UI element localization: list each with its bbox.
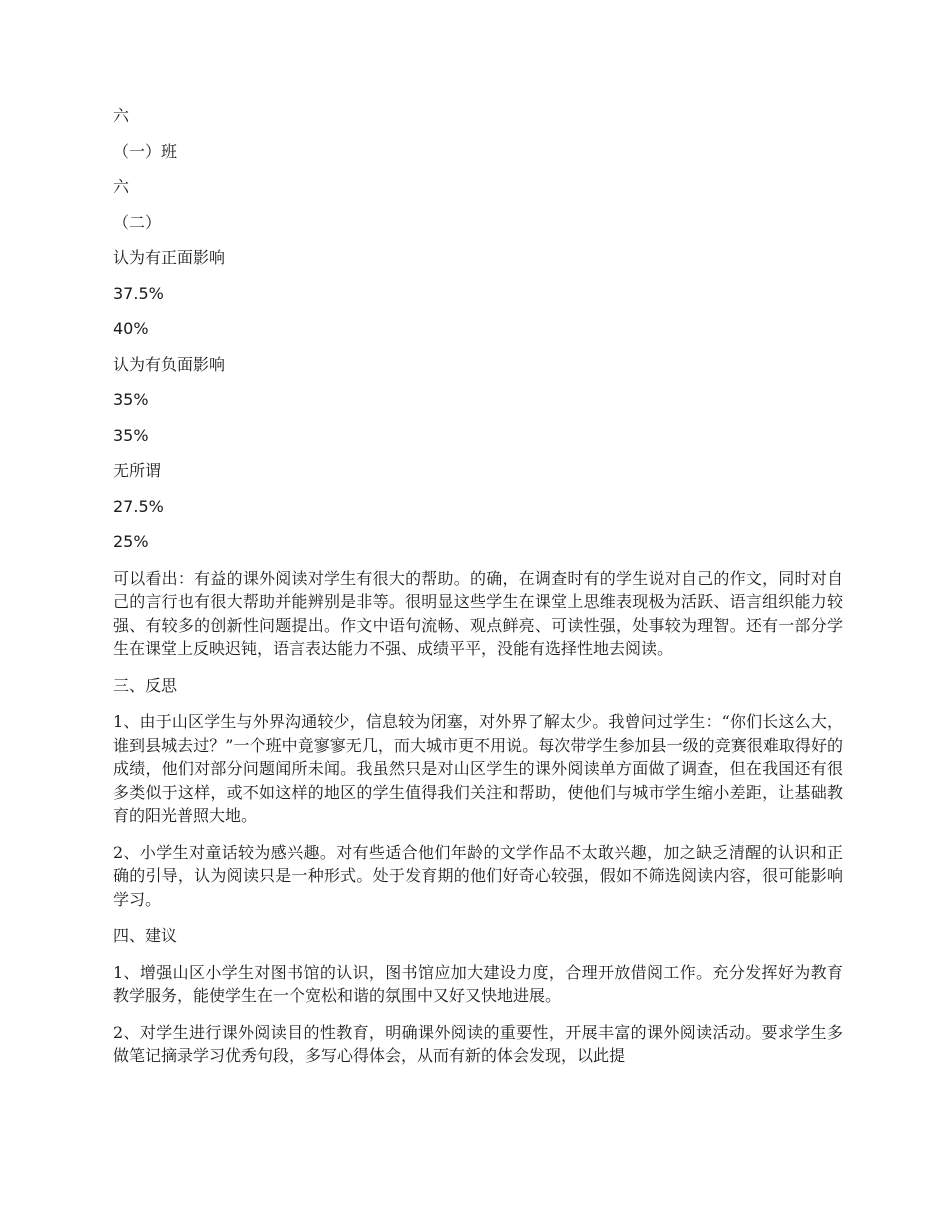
table-cell-negative-class-one: 35%: [113, 390, 149, 409]
table-cell-indifferent-class-one: 27.5%: [113, 496, 164, 516]
table-cell-grade-six: 六: [113, 106, 130, 125]
section-heading-suggestions: 四、建议: [113, 926, 178, 945]
table-cell-indifferent-class-two: 25%: [113, 532, 149, 551]
paragraph-reflection-1: 1、由于山区学生与外界沟通较少，信息较为闭塞，对外界了解太少。我曾问过学生：“你们长这么大，谁到县城去过？”一个班中竟寥寥无几，而大城市更不用说。每次带学生参加县一级的竞赛很难取得好的成绩，他们对部分问题闻所未闻。我虽然只是对山区学生的课外阅读单方面做了调查，但在我国还有很多类似于这样，或不如这样的地区的学生值得我们关注和帮助，使他们与城市学生缩小差距，让基础教育的阳光普照大地。: [113, 712, 843, 825]
table-cell-grade-six-2: 六: [113, 177, 130, 196]
table-cell-positive-class-two: 40%: [113, 319, 149, 338]
section-heading-reflection: 三、反思: [113, 675, 178, 695]
table-cell-negative-class-two: 35%: [113, 425, 149, 445]
document-page: [113, 105, 843, 1068]
paragraph-reflection-2: 2、小学生对童话较为感兴趣。对有些适合他们年龄的文学作品不太敢兴趣，加之缺乏清醒的认识和正确的引导，认为阅读只是一种形式。处于发育期的他们好奇心较强，假如不筛选阅读内容，很可能影响学习。: [113, 842, 843, 909]
table-cell-class-two: （二）: [113, 212, 162, 232]
paragraph-conclusion: 可以看出：有益的课外阅读对学生有很大的帮助。的确，在调查时有的学生说对自己的作文，同时对自己的言行也有很大帮助并能辨别是非等。很明显这些学生在课堂上思维表现极为活跃、语言组织能力较强、有较多的创新性问题提出。作文中语句流畅、观点鲜亮、可读性强，处事较为理智。还有一部分学生在课堂上反映迟钝，语言表达能力不强、成绩平平，没能有选择性地去阅读。: [113, 568, 843, 658]
table-cell-positive-class-one: 37.5%: [113, 283, 164, 303]
table-cell-class-one: （一）班: [113, 141, 178, 161]
table-row-label-positive: 认为有正面影响: [113, 248, 226, 267]
table-row-label-indifferent: 无所谓: [113, 461, 162, 480]
table-row-label-negative: 认为有负面影响: [113, 354, 226, 374]
paragraph-suggestion-1: 1、增强山区小学生对图书馆的认识，图书馆应加大建设力度，合理开放借阅工作。充分发挥好为教育教学服务，能使学生在一个宽松和谐的氛围中又好又快地进展。: [113, 962, 843, 1005]
paragraph-suggestion-2: 2、对学生进行课外阅读目的性教育，明确课外阅读的重要性，开展丰富的课外阅读活动。要求学生多做笔记摘录学习优秀句段，多写心得体会，从而有新的体会发现，以此提: [113, 1022, 843, 1065]
